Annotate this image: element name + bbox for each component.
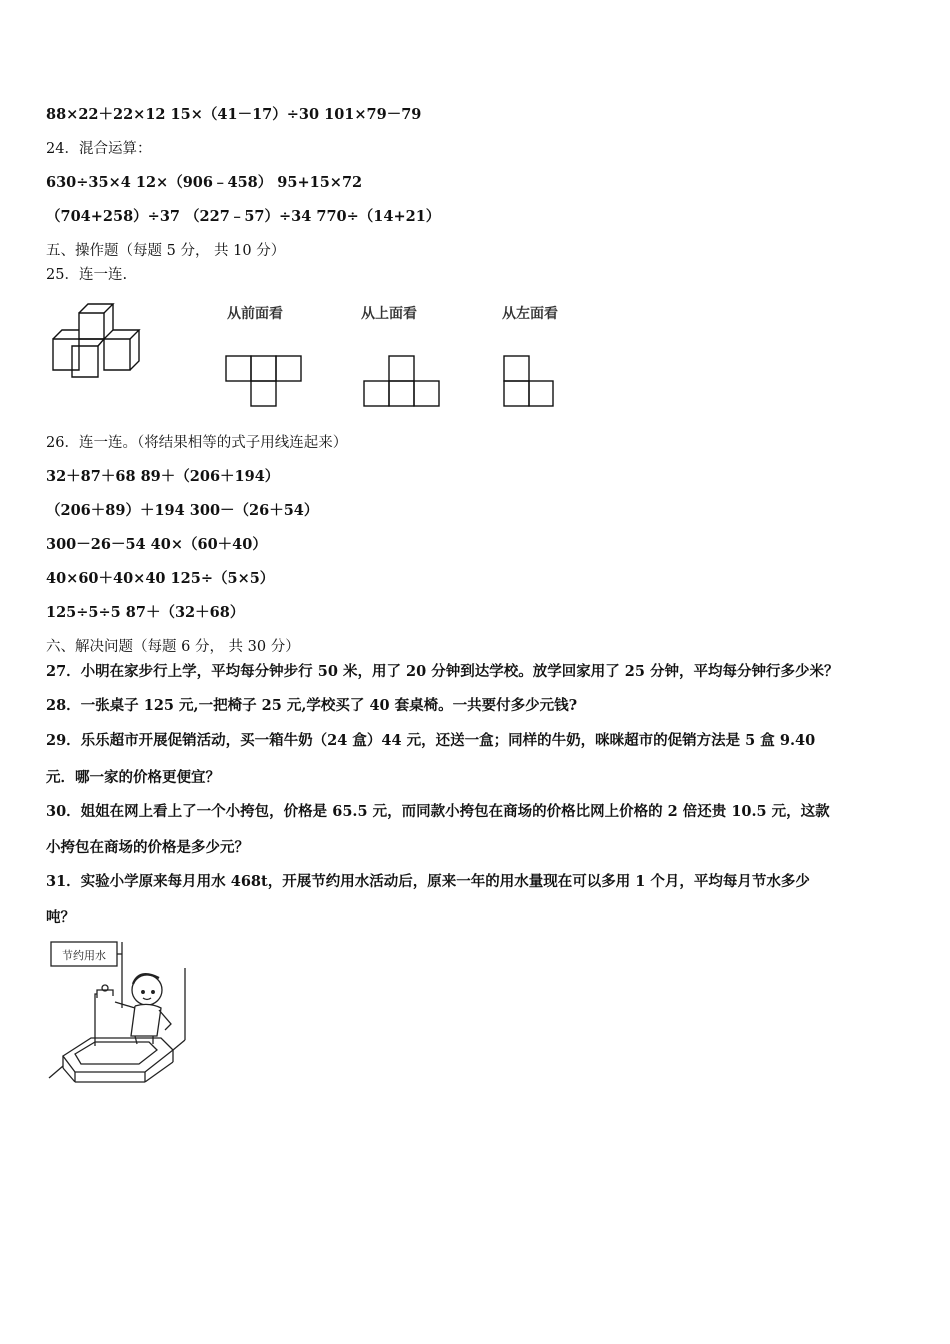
question-30-line-1: 30．姐姐在网上看上了一个小挎包，价格是 65.5 元，而同款小挎包在商场的价格比网上价格的 2 倍还贵 10.5 元，这款: [46, 803, 830, 820]
question-30-line-2: 小挎包在商场的价格是多少元？: [46, 839, 249, 856]
top-view-label: 从上面看: [361, 306, 417, 322]
question-29-line-2: 元．哪一家的价格更便宜？: [46, 769, 220, 786]
top-view-figure: [362, 354, 442, 408]
question-28: 28．一张桌子 125 元,一把椅子 25 元,学校买了 40 套桌椅。一共要付多少元钱?: [46, 697, 578, 714]
question-24-row-1: 630÷35×4 12×（906﹣458） 95+15×72: [46, 174, 363, 191]
left-view-figure: [502, 354, 558, 408]
front-view-label: 从前面看: [227, 306, 283, 322]
question-26-row-3: 300－26－54 40×（60＋40）: [46, 536, 267, 553]
question-26-title: 26．连一连。（将结果相等的式子用线连起来）: [46, 435, 348, 451]
question-26-row-2: （206＋89）＋194 300－（26＋54）: [46, 502, 319, 519]
expression-line-23: 88×22＋22×12 15×（41－17）÷30 101×79－79: [46, 106, 422, 123]
left-view-label: 从左面看: [502, 306, 558, 322]
question-24-title: 24．混合运算：: [46, 141, 152, 157]
water-saving-illustration: [45, 938, 190, 1083]
question-25-title: 25．连一连.: [46, 267, 128, 283]
section-5-title: 五、操作题（每题 5 分， 共 10 分）: [46, 243, 286, 259]
sign-text: 节约用水: [62, 949, 106, 962]
question-26-row-1: 32＋87＋68 89＋（206＋194）: [46, 468, 280, 485]
question-27: 27．小明在家步行上学，平均每分钟步行 50 米，用了 20 分钟到达学校。放学回家用了 25 分钟，平均每分钟行多少米？: [46, 663, 839, 680]
question-26-row-5: 125÷5÷5 87＋（32＋68）: [46, 604, 245, 621]
cube-stack-figure: [46, 296, 166, 386]
front-view-figure: [224, 354, 304, 408]
question-31-line-2: 吨？: [46, 909, 75, 926]
question-26-row-4: 40×60＋40×40 125÷（5×5）: [46, 570, 275, 587]
question-31-line-1: 31．实验小学原来每月用水 468t，开展节约用水活动后，原来一年的用水量现在可以多用 1 个月，平均每月节水多少: [46, 873, 810, 890]
question-29-line-1: 29．乐乐超市开展促销活动，买一箱牛奶（24 盒）44 元，还送一盒；同样的牛奶，咪咪超市的促销方法是 5 盒 9.40: [46, 732, 816, 749]
section-6-title: 六、解决问题（每题 6 分， 共 30 分）: [46, 639, 300, 655]
question-24-row-2: （704+258）÷37 （227﹣57）÷34 770÷（14+21）: [46, 208, 441, 225]
